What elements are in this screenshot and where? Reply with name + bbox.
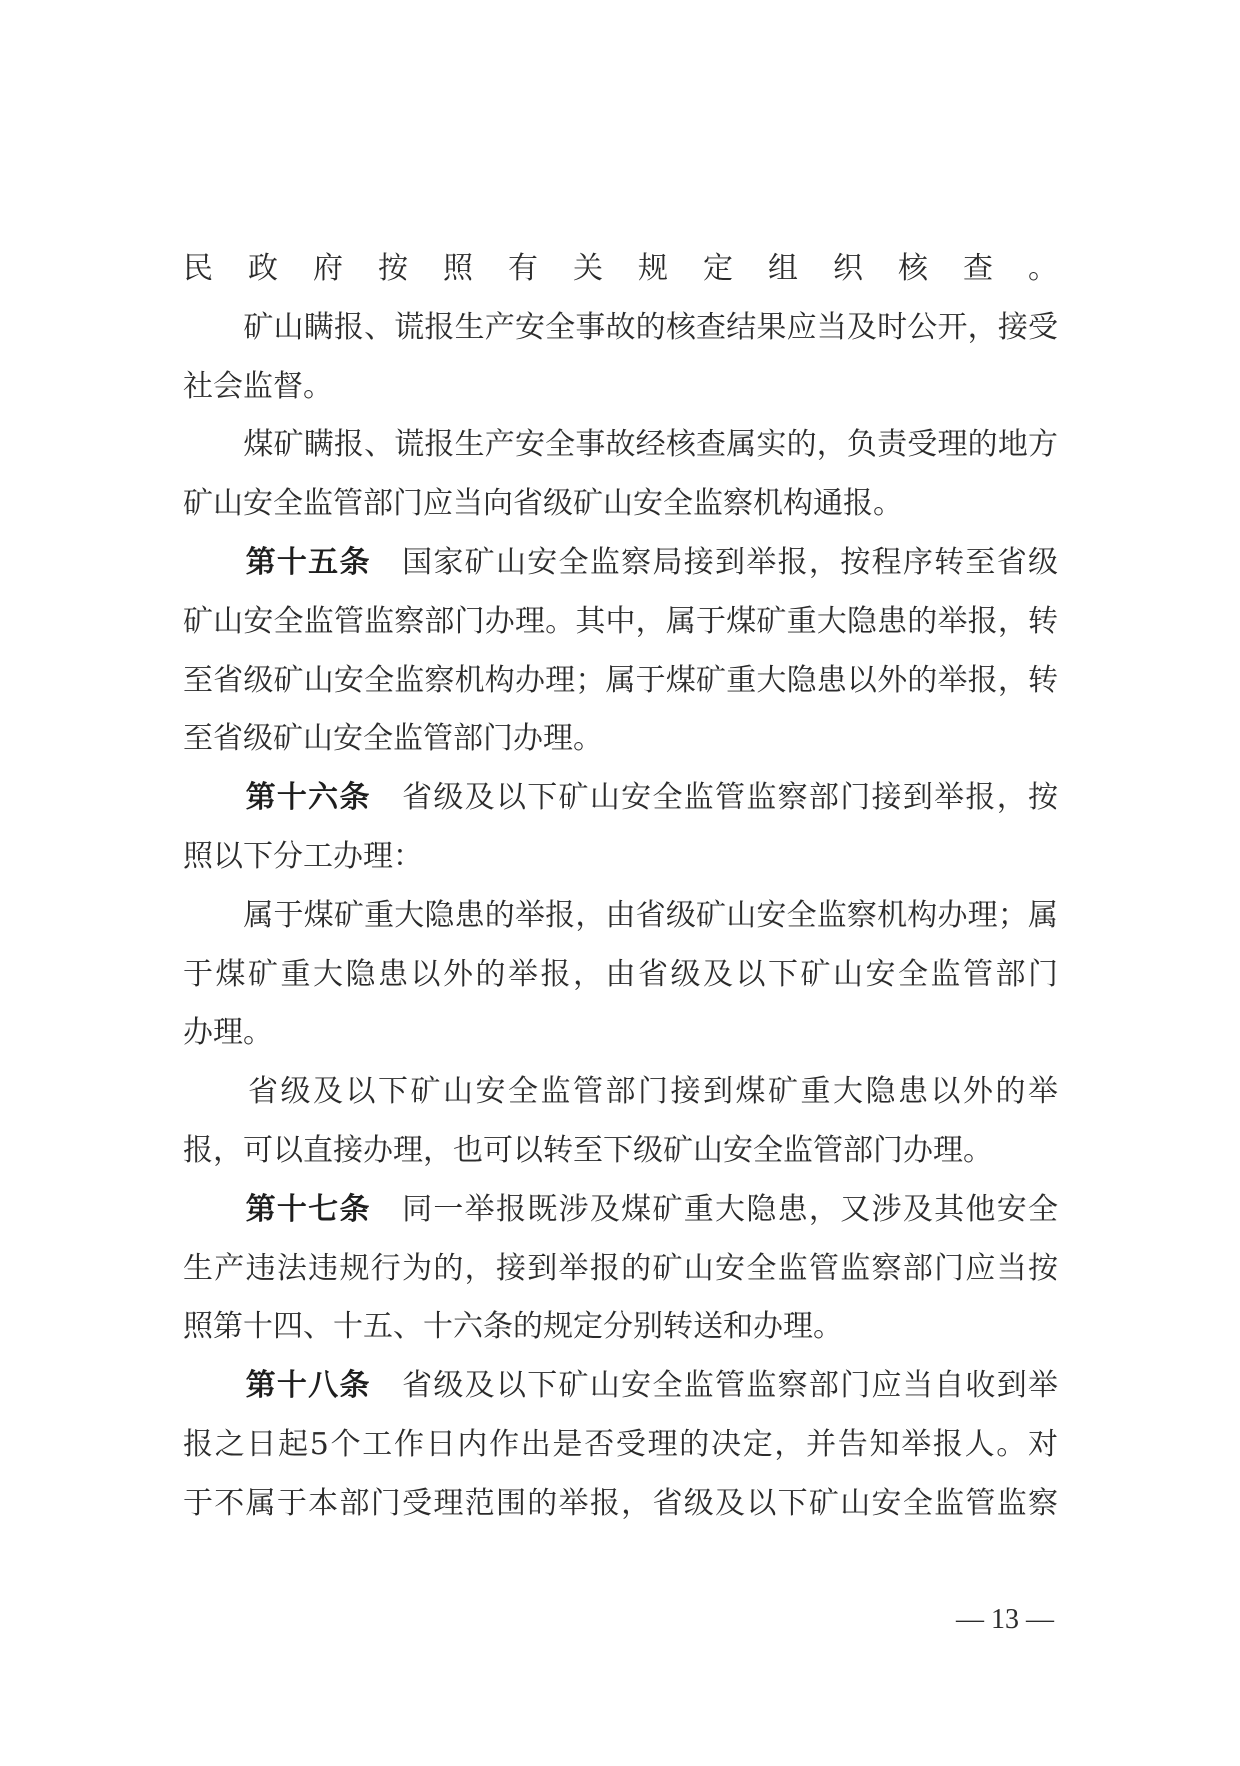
text-line: 报，可以直接办理，也可以转至下级矿山安全监管部门办理。 [183,1132,993,1168]
text-line: 属于煤矿重大隐患的举报，由省级矿山安全监察机构办理；属 [183,897,1058,933]
text-line: 于不属于本部门受理范围的举报，省级及以下矿山安全监管监察 [183,1485,1058,1521]
text-line: 矿山安全监管监察部门办理。其中，属于煤矿重大隐患的举报，转 [183,603,1058,639]
text-line: 照以下分工办理： [183,838,423,874]
text-line: 办理。 [183,1015,273,1051]
text-line: 省级及以下矿山安全监管部门接到煤矿重大隐患以外的举 [183,1074,1058,1110]
article-15-line: 第十五条 国家矿山安全监察局接到举报，按程序转至省级 [245,544,1058,580]
article-heading: 第十六条 [245,780,371,816]
text-line: 于煤矿重大隐患以外的举报，由省级及以下矿山安全监管部门 [183,956,1058,992]
text-line: 矿山瞒报、谎报生产安全事故的核查结果应当及时公开，接受 [183,309,1058,345]
article-17-line: 第十七条 同一举报既涉及煤矿重大隐患，又涉及其他安全 [245,1191,1058,1227]
article-16-line: 第十六条 省级及以下矿山安全监管监察部门接到举报，按 [245,780,1058,816]
text-line: 生产违法违规行为的，接到举报的矿山安全监管监察部门应当按 [183,1250,1058,1286]
text-line: 照第十四、十五、十六条的规定分别转送和办理。 [183,1309,843,1345]
article-heading: 第十七条 [245,1191,371,1227]
text-line: 报之日起5个工作日内作出是否受理的决定，并告知举报人。对 [183,1426,1058,1462]
page-number: — 13 — [956,1604,1054,1635]
body-text [183,240,1058,1534]
text-line: 至省级矿山安全监察机构办理；属于煤矿重大隐患以外的举报，转 [183,662,1058,698]
text-line: 煤矿瞒报、谎报生产安全事故经核查属实的，负责受理的地方 [183,427,1058,463]
article-18-line: 第十八条 省级及以下矿山安全监管监察部门应当自收到举 [245,1368,1058,1404]
article-heading: 第十五条 [245,544,371,580]
text-line: 社会监督。 [183,368,333,404]
text-line: 至省级矿山安全监管部门办理。 [183,721,603,757]
text-line: 矿山安全监管部门应当向省级矿山安全监察机构通报。 [183,486,903,522]
text-line: 民政府按照有关规定组织核查。 [183,251,1058,286]
article-heading: 第十八条 [245,1368,371,1404]
